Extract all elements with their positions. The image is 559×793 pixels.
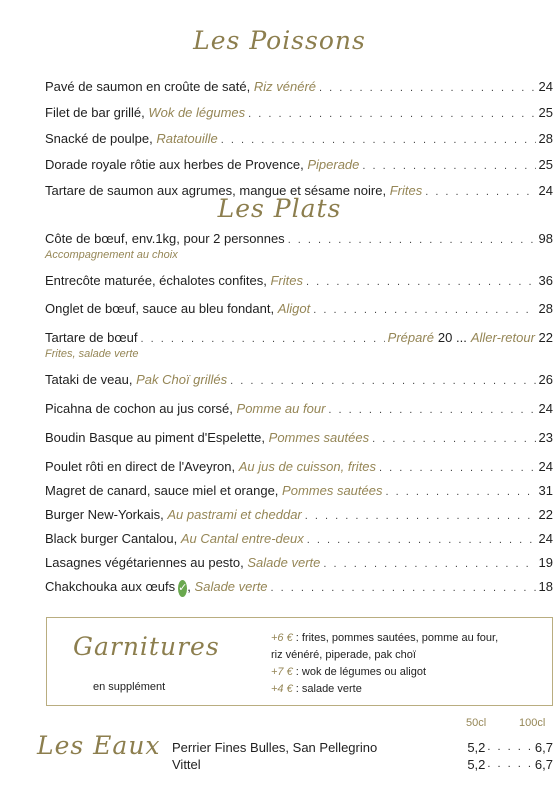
dish-name: Burger New-Yorkais, [45, 507, 164, 522]
dish-side: Wok de légumes [148, 105, 246, 120]
dish-side: Frites [270, 273, 303, 288]
dish-price: 98 [538, 231, 553, 246]
dish-price: 24 [538, 459, 553, 474]
dish-name: Poulet rôti en direct de l'Aveyron, [45, 459, 236, 474]
garniture-line [271, 630, 498, 647]
garniture-line [271, 664, 498, 681]
menu-item [45, 272, 553, 291]
dish-price: 22 [538, 507, 553, 522]
dish-price: 24 [538, 531, 553, 546]
dish-side: Aligot [277, 301, 311, 316]
section-title-eaux: Les Eaux [37, 731, 161, 760]
dish-price: 36 [538, 273, 553, 288]
garniture-price: +6 € [271, 632, 293, 644]
poissons-list [45, 78, 553, 208]
dish-side: Pommes sautées [268, 430, 370, 445]
garniture-text: : salade verte [292, 683, 362, 695]
leader-dots [323, 556, 535, 573]
garniture-line [271, 681, 498, 698]
dish-name: Magret de canard, sauce miel et orange, [45, 483, 279, 498]
dish-side: Au pastrami et cheddar [167, 507, 302, 522]
garniture-price: +4 € [271, 683, 293, 695]
menu-item [45, 329, 553, 361]
dish-price: 24 [538, 79, 553, 94]
dish-note: Accompagnement au choix [45, 249, 178, 261]
dish-price: 23 [538, 430, 553, 445]
water-name: Perrier Fines Bulles, San Pellegrino [172, 740, 378, 755]
garniture-text: : frites, pommes sautées, pomme au four, [292, 632, 499, 644]
dish-side: Pomme au four [236, 401, 326, 416]
dish-name: Filet de bar grillé, [45, 105, 145, 120]
dish-name: Lasagnes végétariennes au pesto, [45, 555, 244, 570]
header-100cl: 100cl [519, 717, 546, 729]
menu-item [45, 230, 553, 262]
dish-note: Frites, salade verte [45, 348, 139, 360]
dish-price: 25 [538, 105, 553, 120]
menu-item [45, 104, 553, 123]
garnitures-subtitle: en supplément [93, 681, 166, 693]
menu-item [45, 554, 553, 573]
dish-name: Tartare de saumon aux agrumes, mangue et sésame noire, [45, 183, 387, 198]
section-title-poissons: Les Poissons [193, 26, 366, 55]
dish-name: Boudin Basque au piment d'Espelette, [45, 430, 266, 445]
dish-name: Tartare de bœuf [45, 330, 138, 345]
leader-dots [307, 532, 536, 549]
leader-dots [319, 80, 536, 97]
leader-dots [379, 460, 535, 477]
cooking-prepared: Préparé [387, 330, 434, 345]
garnitures-lines [271, 630, 498, 698]
menu-item [45, 458, 553, 477]
dish-side: Salade verte [194, 579, 268, 594]
dish-price: 28 [538, 131, 553, 146]
menu-item [45, 78, 553, 97]
leader-dots [248, 106, 535, 123]
menu-item [45, 156, 553, 175]
dish-side: Au Cantal entre-deux [180, 531, 304, 546]
leader-dots [313, 302, 535, 319]
menu-item [45, 400, 553, 419]
dish-side: Pak Choï grillés [136, 372, 228, 387]
dish-name: Entrecôte maturée, échalotes confites, [45, 273, 267, 288]
dish-price: 19 [538, 555, 553, 570]
leader-dots: . . . . . [487, 758, 533, 770]
dish-price: 25 [538, 157, 553, 172]
dish-side: Au jus de cuisson, frites [238, 459, 377, 474]
leader-dots [305, 508, 536, 525]
menu-item [45, 506, 553, 525]
leader-dots [221, 132, 536, 149]
comma: , [187, 579, 191, 594]
leader-dots [328, 402, 535, 419]
section-title-plats: Les Plats [217, 194, 342, 223]
water-item [172, 739, 553, 756]
dish-side: Pommes sautées [282, 483, 383, 498]
dish-name: Onglet de bœuf, sauce au bleu fondant, [45, 301, 275, 316]
menu-item [45, 482, 553, 501]
dish-side: Frites [389, 183, 423, 198]
garniture-price: +7 € [271, 666, 293, 678]
leader-dots [362, 158, 535, 175]
leader-dots [271, 580, 536, 597]
menu-item [45, 130, 553, 149]
garniture-line: riz vénéré, piperade, pak choï [271, 649, 416, 661]
dish-price: 24 [538, 401, 553, 416]
dish-price: 28 [538, 301, 553, 316]
dish-name: Snacké de poulpe, [45, 131, 153, 146]
dish-name: Picahna de cochon au jus corsé, [45, 401, 233, 416]
leader-dots [288, 232, 536, 249]
water-name: Vittel [172, 757, 201, 772]
menu-item [45, 578, 553, 597]
price-100cl: 6,7 [534, 757, 553, 772]
dish-name: Pavé de saumon en croûte de saté, [45, 79, 251, 94]
dish-side: Riz vénéré [253, 79, 317, 94]
dish-price: 26 [538, 372, 553, 387]
leader-dots [306, 274, 536, 291]
menu-item [45, 429, 553, 448]
menu-item [45, 530, 553, 549]
eaux-list [172, 739, 553, 773]
leader-dots [372, 431, 535, 448]
garnitures-title: Garnitures [73, 632, 220, 661]
price-100cl: 6,7 [534, 740, 553, 755]
dish-name: Tataki de veau, [45, 372, 133, 387]
price-50cl: 5,2 [467, 757, 486, 772]
cooking-price: 20 ... [437, 330, 467, 345]
leader-dots [230, 373, 535, 390]
dish-price: 31 [538, 483, 553, 498]
dish-side: Ratatouille [156, 131, 218, 146]
plats-list [45, 230, 553, 597]
header-50cl: 50cl [466, 717, 487, 729]
cooking-aller-retour: Aller-retour [470, 330, 535, 345]
leader-dots: . . . . . [487, 741, 533, 753]
garnitures-box [46, 617, 553, 706]
price-50cl: 5,2 [467, 740, 486, 755]
dish-side: Piperade [307, 157, 360, 172]
menu-item [45, 300, 553, 319]
dish-name: Black burger Cantalou, [45, 531, 178, 546]
water-item [172, 756, 553, 773]
garniture-text: : wok de légumes ou aligot [292, 666, 427, 678]
dish-price: 24 [538, 183, 553, 198]
dish-side: Salade verte [247, 555, 321, 570]
menu-item [45, 371, 553, 390]
dish-name: Chakchouka aux œufs [45, 579, 176, 594]
dish-name: Dorade royale rôtie aux herbes de Provence, [45, 157, 304, 172]
dish-price: 22 [538, 330, 553, 345]
dish-name: Côte de bœuf, env.1kg, pour 2 personnes [45, 231, 285, 246]
leader-dots [141, 331, 385, 348]
leader-dots [385, 484, 535, 501]
dish-price: 18 [538, 579, 553, 594]
vegetarian-leaf-icon: ✓ [178, 580, 187, 597]
